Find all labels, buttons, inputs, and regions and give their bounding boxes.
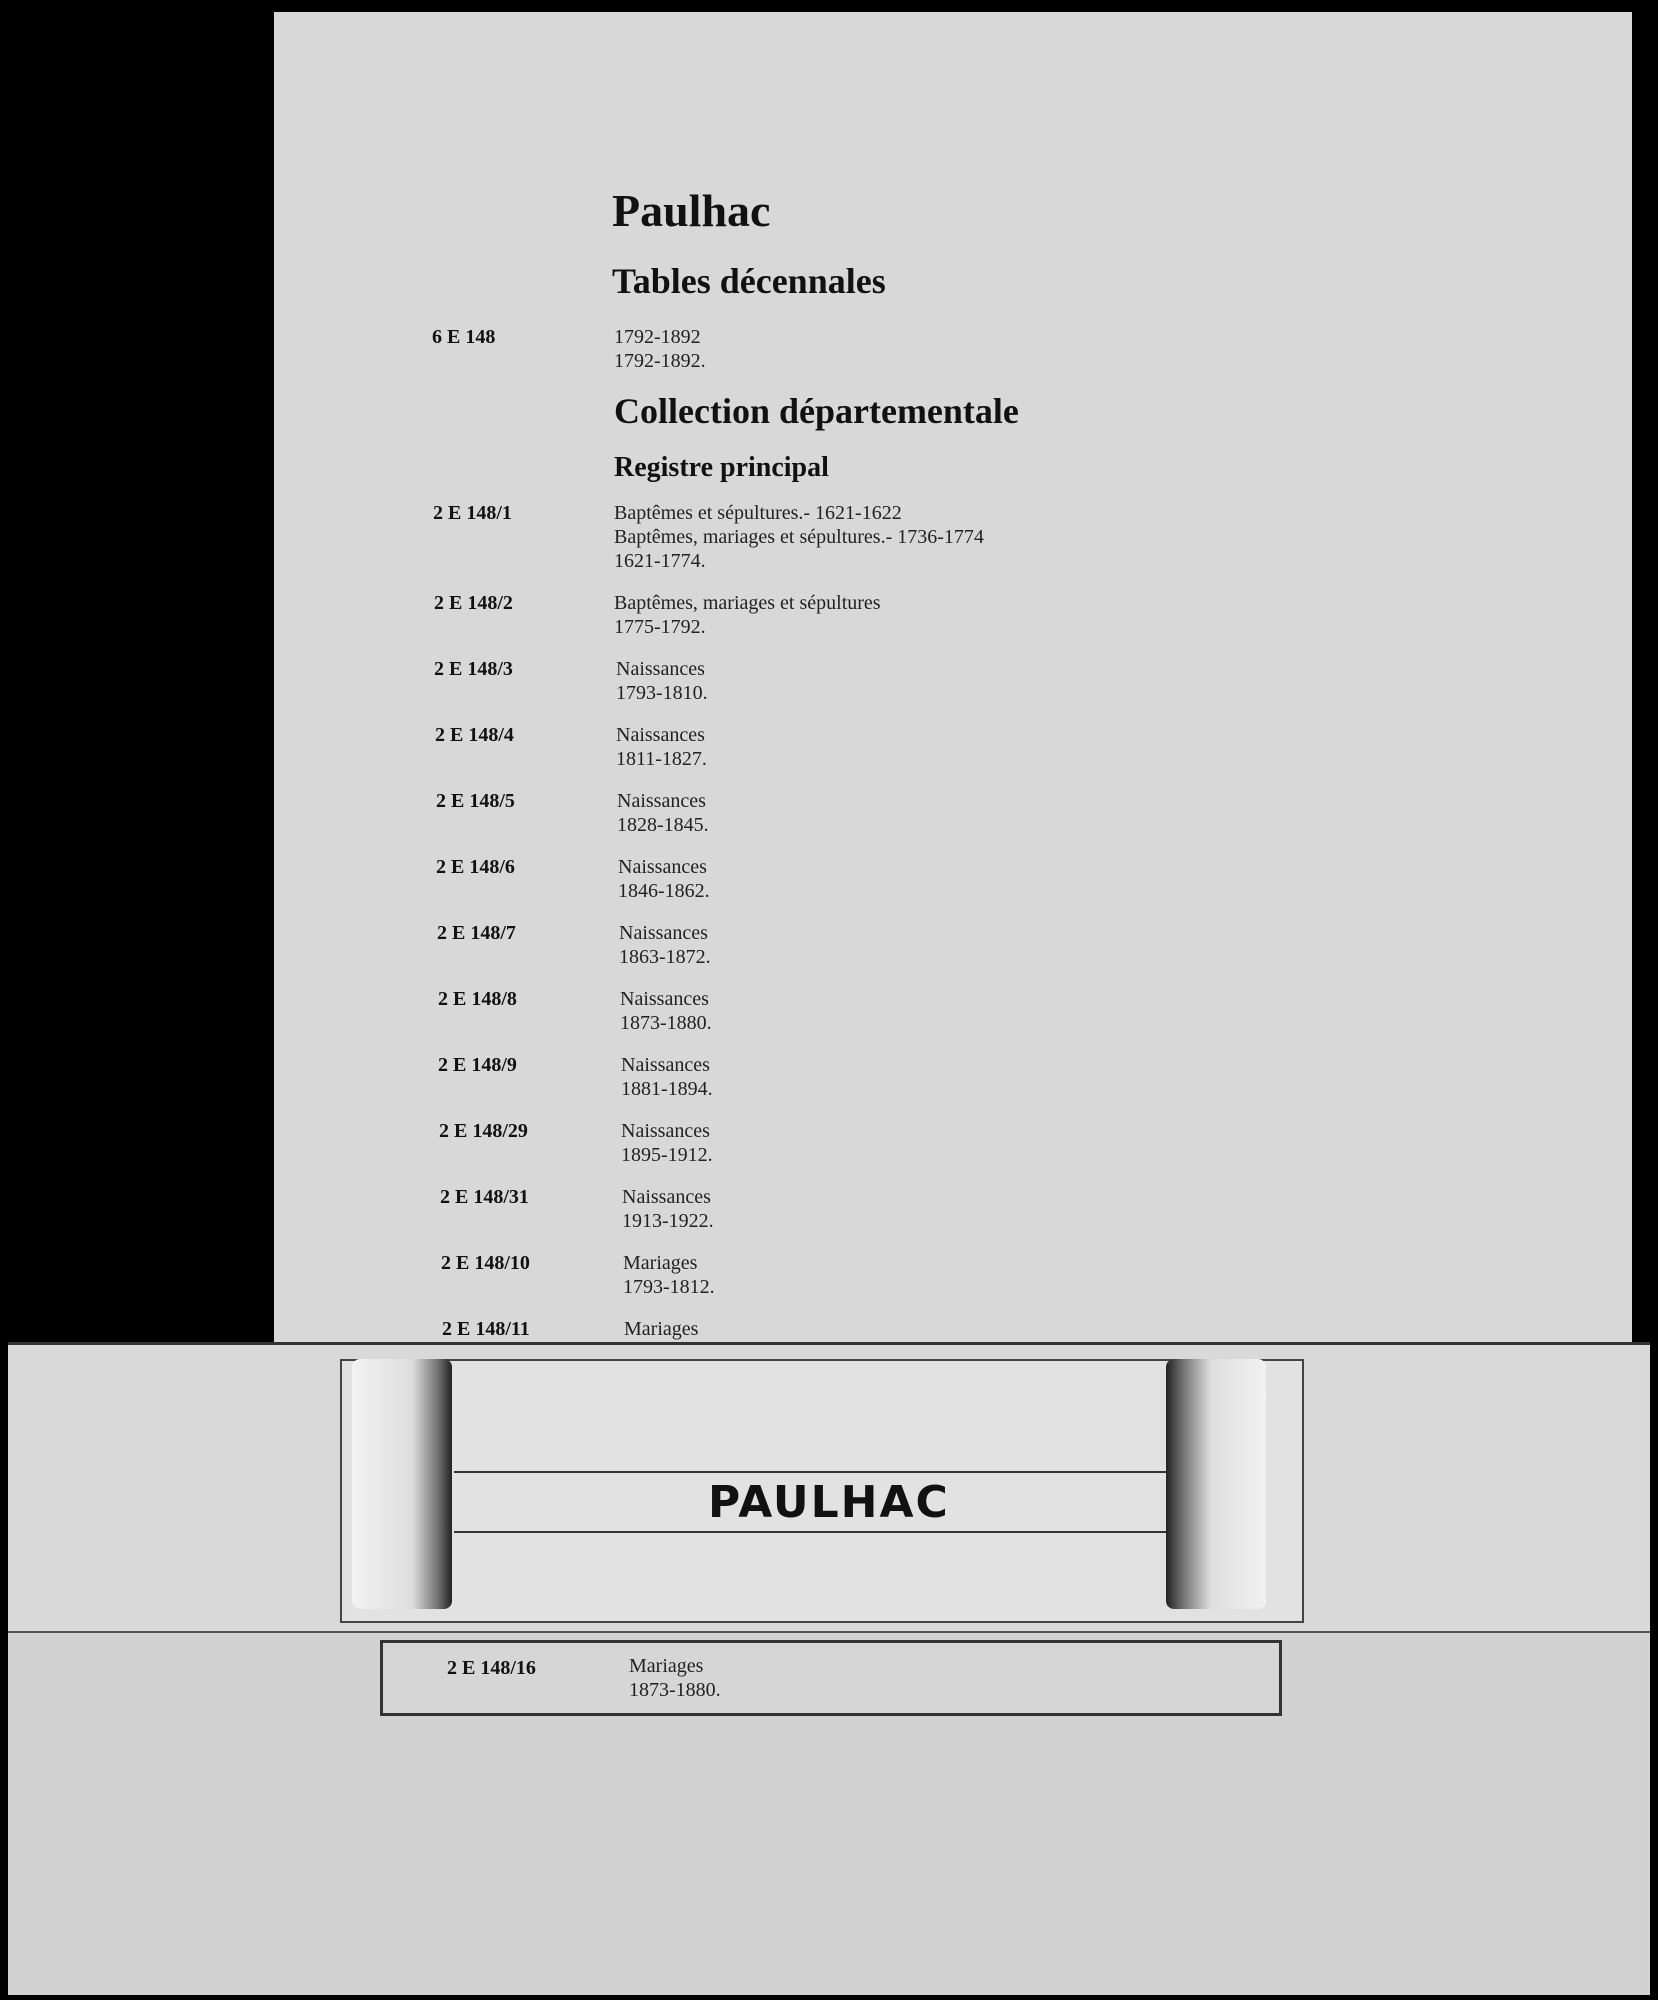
entry-line: 1792-1892. xyxy=(614,350,706,372)
entry-line: 1895-1912. xyxy=(621,1144,713,1166)
entry-2e148-9 xyxy=(274,1054,1632,1114)
entry-2e148-2 xyxy=(274,592,1632,652)
entry-line: Naissances xyxy=(617,790,706,812)
entry-2e148-7 xyxy=(274,922,1632,982)
entry-line: Naissances xyxy=(619,922,708,944)
entry-line: 1863-1872. xyxy=(619,946,711,968)
section-heading-collection: Collection départementale xyxy=(614,391,1019,431)
entry-line: 1792-1892 xyxy=(614,326,701,348)
entry-line: 1881-1894. xyxy=(621,1078,713,1100)
entry-line: 1873-1880. xyxy=(620,1012,712,1034)
entry-line: Naissances xyxy=(621,1120,710,1142)
entry-2e148-3 xyxy=(274,658,1632,718)
entry-cote: 2 E 148/4 xyxy=(435,724,514,746)
document-title: Paulhac xyxy=(612,185,771,236)
entry-cote: 2 E 148/10 xyxy=(441,1252,530,1274)
entry-cote: 2 E 148/1 xyxy=(433,502,512,524)
entry-2e148-29 xyxy=(274,1120,1632,1180)
entry-2e148-11 xyxy=(274,1318,1632,1342)
label-cote: 2 E 148/16 xyxy=(447,1657,536,1679)
entry-cote: 2 E 148/9 xyxy=(438,1054,517,1076)
label-line: Mariages xyxy=(629,1655,704,1677)
strap-line xyxy=(454,1531,1166,1533)
entry-cote: 2 E 148/6 xyxy=(436,856,515,878)
entry-line: Naissances xyxy=(621,1054,710,1076)
entry-cote: 2 E 148/29 xyxy=(439,1120,528,1142)
entry-2e148-8 xyxy=(274,988,1632,1048)
entry-cote: 2 E 148/31 xyxy=(440,1186,529,1208)
entry-cote: 2 E 148/11 xyxy=(442,1318,530,1340)
entry-line: Mariages xyxy=(623,1252,698,1274)
entry-line: 1793-1810. xyxy=(616,682,708,704)
entry-line: Naissances xyxy=(618,856,707,878)
entry-2e148-4 xyxy=(274,724,1632,784)
entry-2e148-5 xyxy=(274,790,1632,850)
entry-2e148-10 xyxy=(274,1252,1632,1312)
entry-2e148-31 xyxy=(274,1186,1632,1246)
entry-line: Naissances xyxy=(616,658,705,680)
handwritten-label: PAULHAC xyxy=(708,1477,950,1528)
entry-line: Baptêmes, mariages et sépultures xyxy=(614,592,881,614)
entry-line: Mariages xyxy=(624,1318,699,1340)
entry-line: 1846-1862. xyxy=(618,880,710,902)
label-line: 1873-1880. xyxy=(629,1679,721,1701)
entry-2e148-1 xyxy=(274,502,1632,578)
entry-line: Baptêmes et sépultures.- 1621-1622 xyxy=(614,502,902,524)
entry-2e148-6 xyxy=(274,856,1632,916)
section-heading-tables: Tables décennales xyxy=(612,261,886,301)
entry-6e148 xyxy=(274,326,1632,386)
entry-line: Baptêmes, mariages et sépultures.- 1736-1774 xyxy=(614,526,984,548)
entry-cote: 2 E 148/2 xyxy=(434,592,513,614)
entry-cote: 2 E 148/8 xyxy=(438,988,517,1010)
entry-line: 1913-1922. xyxy=(622,1210,714,1232)
entry-line: Naissances xyxy=(616,724,705,746)
entry-line: 1793-1812. xyxy=(623,1276,715,1298)
section-subheading-registre: Registre principal xyxy=(614,452,829,483)
entry-line: 1775-1792. xyxy=(614,616,706,638)
entry-line: Naissances xyxy=(622,1186,711,1208)
strap-roll-left xyxy=(352,1359,452,1609)
entry-cote: 2 E 148/5 xyxy=(436,790,515,812)
entry-cote: 2 E 148/3 xyxy=(434,658,513,680)
entry-cote: 6 E 148 xyxy=(432,326,496,348)
document-sheet xyxy=(274,12,1632,1342)
box-label xyxy=(380,1640,1282,1716)
entry-line: 1828-1845. xyxy=(617,814,709,836)
strap-line xyxy=(454,1471,1166,1473)
entry-cote: 2 E 148/7 xyxy=(437,922,516,944)
strap-roll-right xyxy=(1166,1359,1266,1609)
entry-line: Naissances xyxy=(620,988,709,1010)
entry-line: 1621-1774. xyxy=(614,550,706,572)
entry-line: 1811-1827. xyxy=(616,748,707,770)
